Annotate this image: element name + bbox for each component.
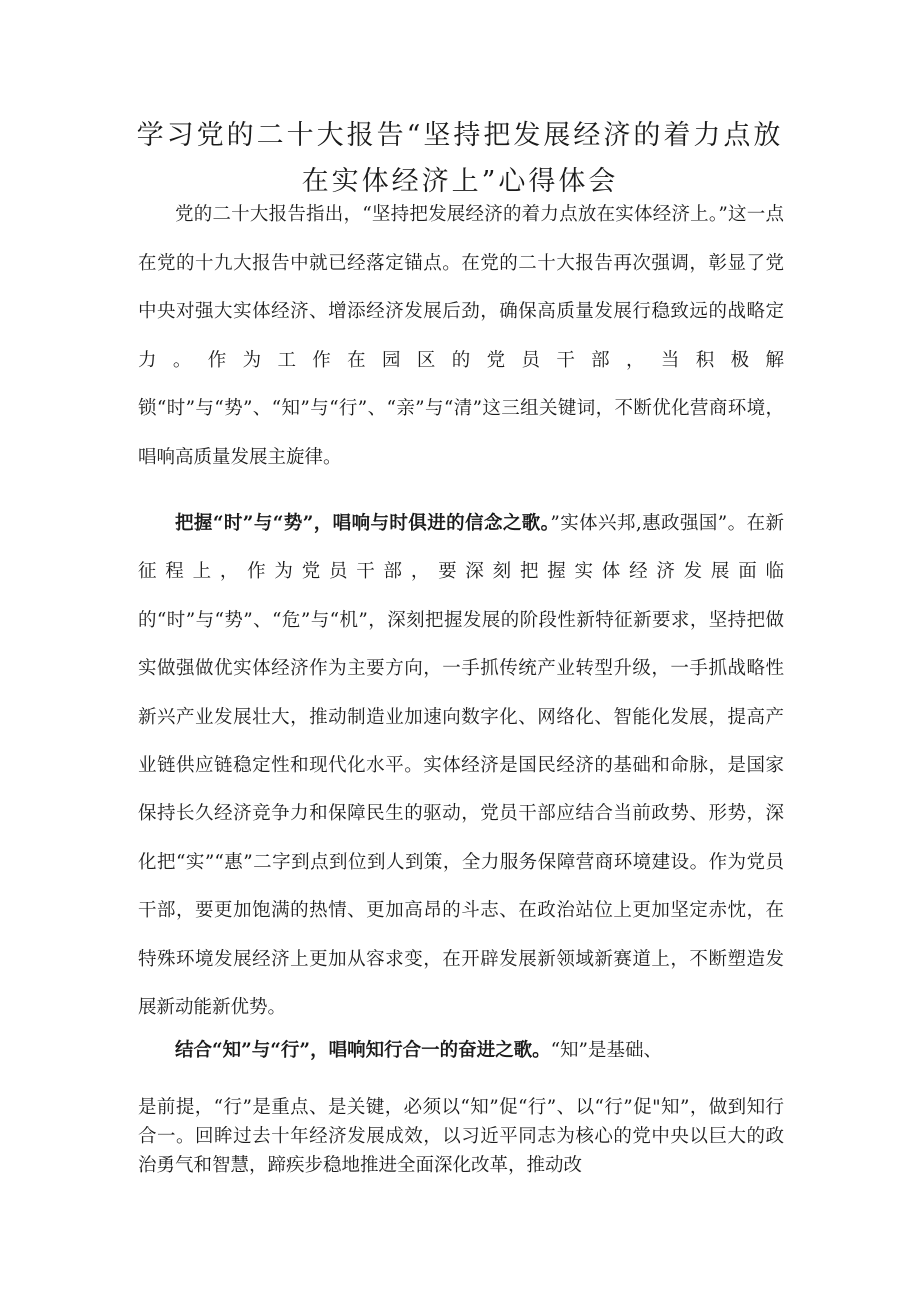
document-title-line-1: 学习党的二十大报告“坚持把发展经济的着力点放 — [136, 120, 784, 151]
document-title-line-2: 在实体经济上”心得体会 — [301, 166, 619, 197]
paragraph-3-body: 是前提，“行”是重点、是关键，必须以“知”促“行”、以“行”促"知”，做到知行合一。回眸过去十年经济发展成效，以习近平同志为核心的党中央以巨大的政治勇气和智慧，蹄疾步稳地推进全面深化改革，推动改 — [138, 1097, 784, 1176]
paragraph-3-heading: 结合“知”与“行”，唱响知行合一的奋进之歌。 — [175, 1040, 551, 1061]
paragraph-3-body-start: “知”是基础、 — [550, 1040, 662, 1061]
paragraph-2-body: ”实体兴邦,惠政强国”。在新征程上，作为党员干部，要深刻把握实体经济发展面临的“时”与“势”、“危”与“机”，深刻把握发展的阶段性新特征新要求，坚持把做实做强做优实体经济作为主要方向，一手抓传统产业转型升级，一手抓战略性新兴产业发展壮大，推动制造业加速向数字化、网络化、智能化发展，提高产业链供应链稳定性和现代化水平。实体经济是国民经济的基础和命脉，是国家保持长久经济竞争力和保障民生的驱动，党员干部应结合当前政势、形势，深化把“实”“惠”二字到点到位到人到策，全力服务保障营商环境建设。作为党员干部，要更加饱满的热情、更加高昂的斗志、在政治站位上更加坚定赤忱，在特殊环境发展经济上更加从容求变，在开辟发展新领域新赛道上，不断塑造发展新动能新优势。 — [138, 513, 784, 1019]
paragraph-3-first-line — [138, 1027, 784, 1075]
paragraph-2 — [138, 500, 784, 1032]
paragraph-2-heading: 把握“时”与“势”，唱响与时俱进的信念之歌。 — [175, 513, 551, 534]
paragraph-1: 党的二十大报告指出，“坚持把发展经济的着力点放在实体经济上。”这一点在党的十九大报告中就已经落定锚点。在党的二十大报告再次强调，彰显了党中央对强大实体经济、增添经济发展后劲，确保高质量发展行稳致远的战略定力。作为工作在园区的党员干部，当积极解锁“时”与“势”、“知”与“行”、“亲”与“清”这三组关键词，不断优化营商环境，唱响高质量发展主旋律。 — [138, 204, 784, 468]
